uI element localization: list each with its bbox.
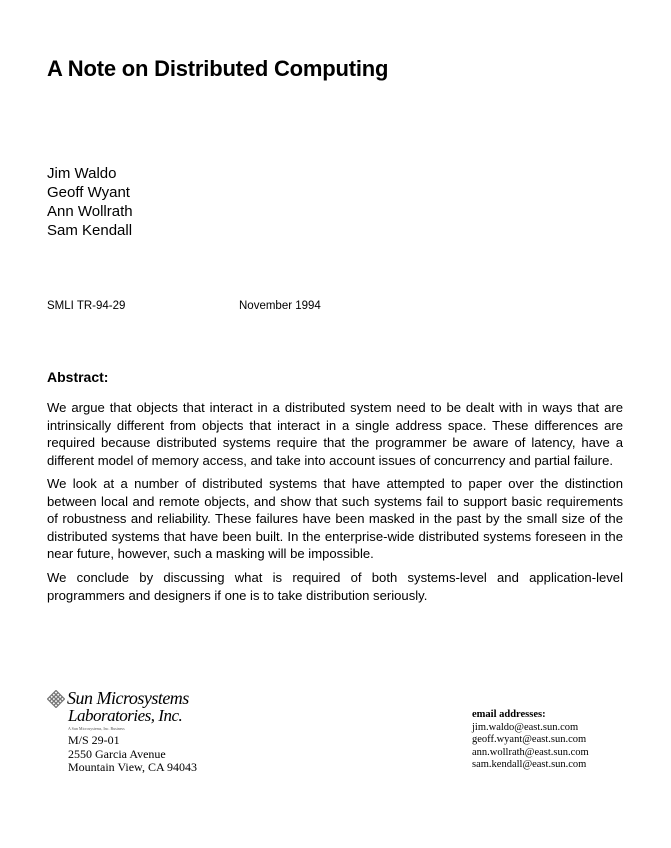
abstract-paragraph: We argue that objects that interact in a distributed system need to be dealt with in ways that are intrinsically different from objects that interact in a single address space. These differences are required because distributed systems require that the programmer be aware of latency, have a different model of memory access, and take into account issues of concurrency and partial failure. [47,400,623,468]
email-address: jim.waldo@east.sun.com [472,721,579,733]
email-address: ann.wollrath@east.sun.com [472,746,589,758]
report-date: November 1994 [239,300,321,312]
author: Ann Wollrath [47,203,133,220]
logo-tagline: A Sun Microsystems, Inc. Business [68,726,125,731]
document-title: A Note on Distributed Computing [47,56,389,81]
address-line: Mountain View, CA 94043 [68,760,197,774]
author: Sam Kendall [47,222,133,239]
mailing-address [68,734,197,775]
author: Geoff Wyant [47,184,130,201]
address-line: M/S 29-01 [68,733,120,747]
logo-line1: Sun Microsystems [67,688,189,708]
abstract-paragraph: We conclude by discussing what is required of both systems-level and application-level programmers and designers if one is to take distribution seriously. [47,570,623,603]
author-list [47,164,133,240]
sun-labs-logo [47,688,189,731]
email-address: sam.kendall@east.sun.com [472,759,587,770]
email-addresses [472,709,589,772]
sun-logo-icon [47,690,65,708]
report-number: SMLI TR-94-29 [47,300,126,312]
email-address: geoff.wyant@east.sun.com [472,734,587,745]
abstract-heading: Abstract: [47,369,109,385]
address-line: 2550 Garcia Avenue [68,746,166,761]
abstract-paragraph: We look at a number of distributed systems that have attempted to paper over the distinction between local and remote objects, and show that such systems fail to support basic requirements of robustness and reliability. These failures have been masked in the past by the small size of the distributed systems that have been built. In the enterprise-wide distributed systems foreseen in the near future, however, such a masking will be impossible. [47,476,623,562]
author: Jim Waldo [47,165,117,182]
logo-line2: Laboratories, Inc. [68,706,183,725]
email-heading: email addresses: [472,709,546,720]
